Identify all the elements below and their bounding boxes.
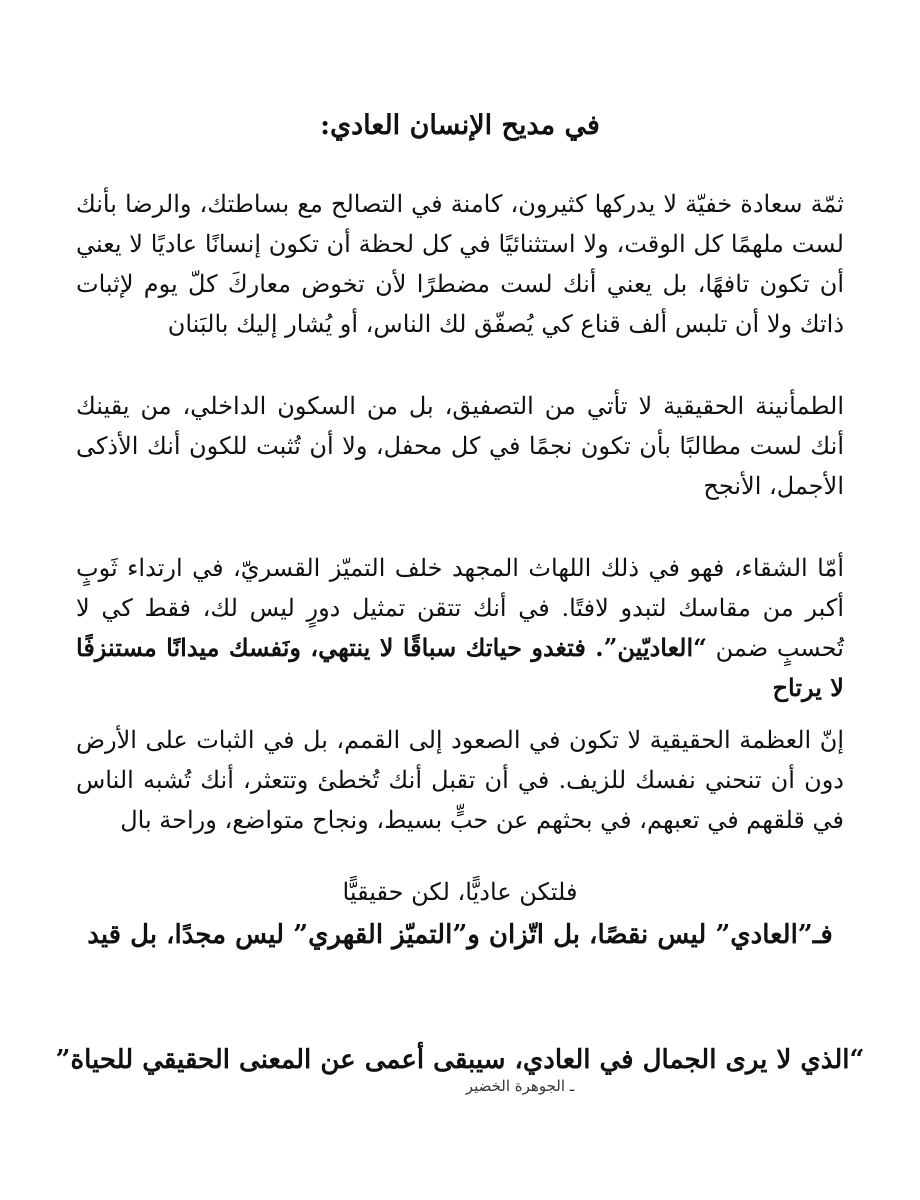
document-title: في مديح الإنسان العادي: xyxy=(320,110,600,141)
paragraph-3-regular-text: أمّا الشقاء، فهو في ذلك اللهاث المجهد خلف التميّز القسريّ، في ارتداء ثَوبٍ أكبر من مقاسك لتبدو لافتًا. في أنك تتقن تمثيل دورٍ ليس لك، فقط كي لا تُحسبٍ ضمن xyxy=(76,554,844,662)
paragraph-3-bold-text: “العاديّين”. فتغدو حياتك سباقًا لا ينتهي، ونَفسك ميدانًا مستنزفًا لا يرتاح xyxy=(76,633,844,702)
closing-line-2: فـ”العادي” ليس نقصًا، بل اتّزان و”التميّز القهري” ليس مجدًا، بل قيد xyxy=(87,920,833,950)
quote-attribution: ـ الجوهرة الخضير xyxy=(465,1077,575,1095)
quote-text: “الذي لا يرى الجمال في العادي، سيبقى أعمى عن المعنى الحقيقي للحياة” xyxy=(55,1045,865,1075)
paragraph-3 xyxy=(76,548,844,708)
closing-section xyxy=(0,872,920,958)
paragraph-2: الطمأنينة الحقيقية لا تأتي من التصفيق، بل من السكون الداخلي، من يقينك أنك لست مطالبًا بأن تكون نجمًا في كل محفل، ولا أن تُثبت للكون أنك الأذكى الأجمل، الأنجح xyxy=(76,392,844,500)
quote-block xyxy=(0,1040,920,1096)
paragraph-4: إنّ العظمة الحقيقية لا تكون في الصعود إلى القمم، بل في الثبات على الأرض دون أن تنحني نفسك للزيف. في أن تقبل أنك تُخطئ وتتعثر، أنك تُشبه الناس في قلقهم في تعبهم، في بحثهم عن حبٍّ بسيط، ونجاح متواضع، وراحة بال xyxy=(76,726,844,834)
paragraph-1: ثمّة سعادة خفيّة لا يدركها كثيرون، كامنة في التصالح مع بساطتك، والرضا بأنك لست ملهمًا كل الوقت، ولا استثنائيًا في كل لحظة أن تكون إنسانًا عاديًا لا يعني أن تكون تافهًا، بل يعني أنك لست مضطرًا لأن تخوض معاركَ كلّ يوم لإثبات ذاتك ولا أن تلبس ألف قناع كي يُصفّق لك الناس، أو يُشار إليك بالبَنان xyxy=(76,190,844,338)
closing-line-1: فلتكن عاديًّا، لكن حقيقيًّا xyxy=(342,878,578,906)
